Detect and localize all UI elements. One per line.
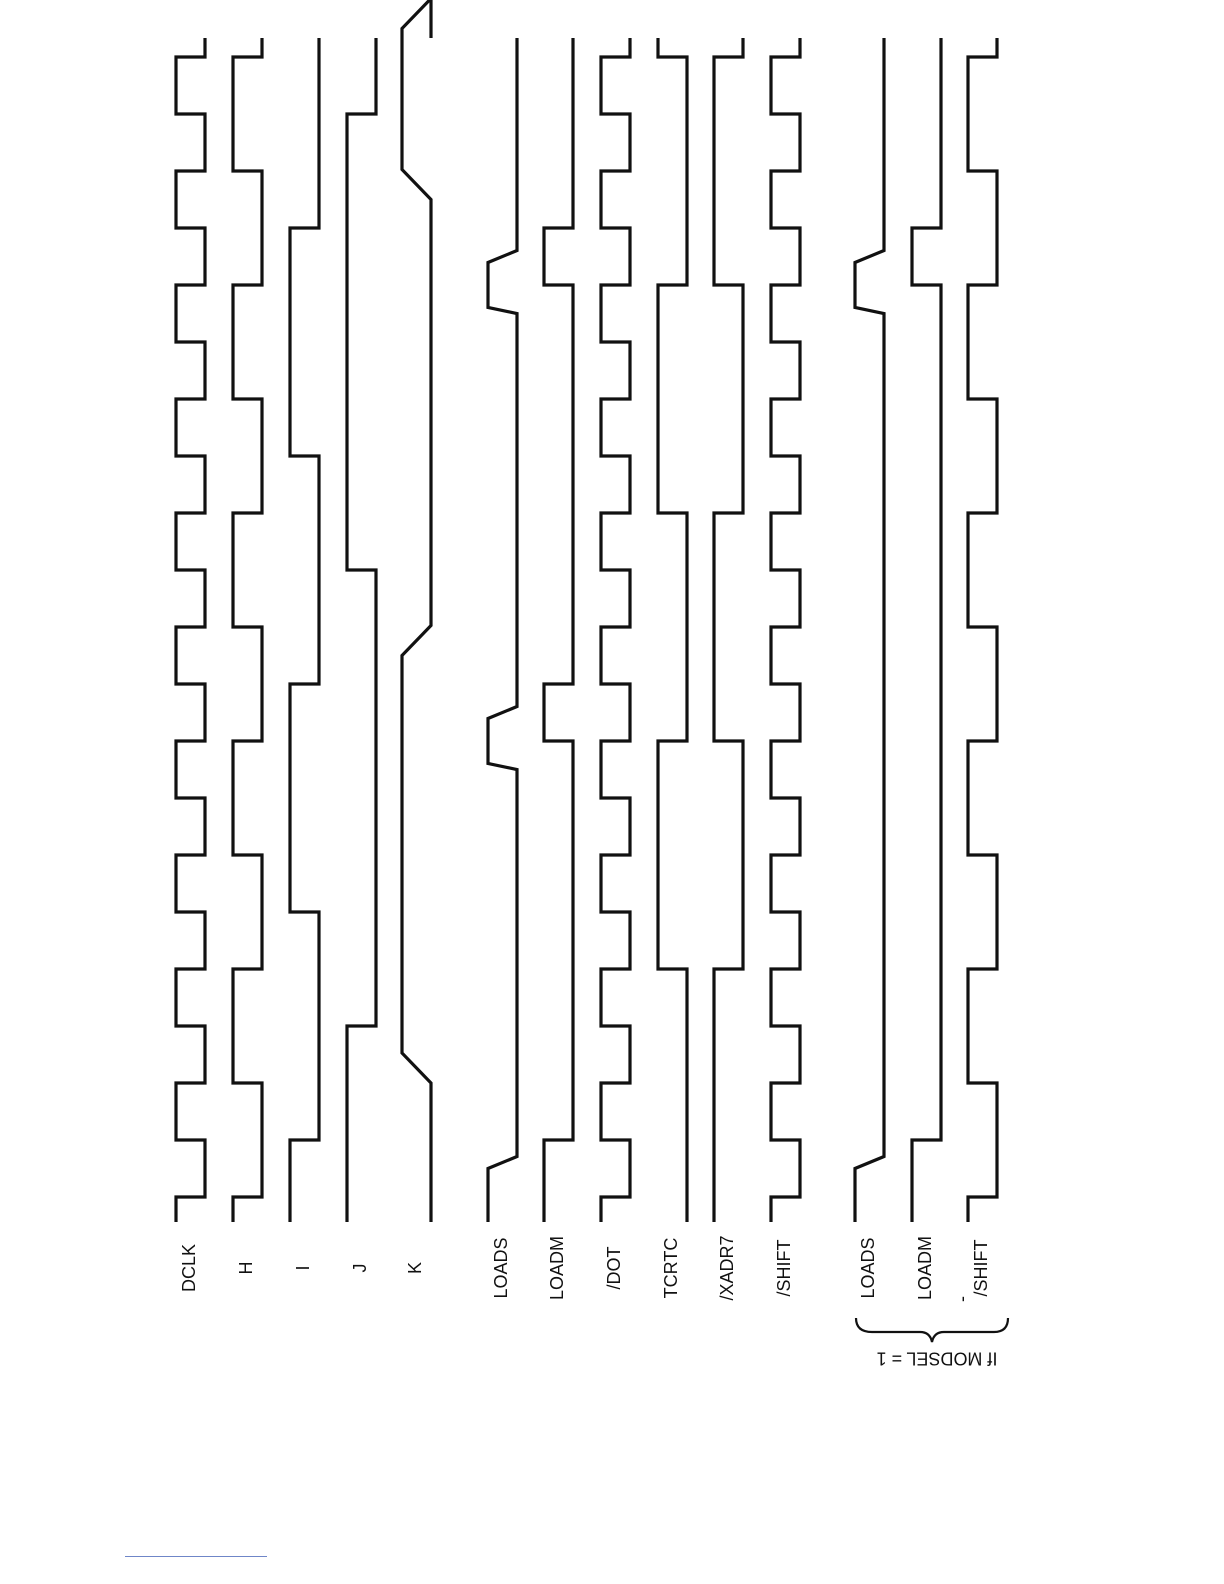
trace-loads bbox=[488, 38, 517, 1222]
label-shift-modsel: /SHIFT bbox=[970, 1239, 991, 1297]
modsel-brace bbox=[856, 1318, 1008, 1342]
label-xadr7: /XADR7 bbox=[716, 1235, 737, 1301]
label-tcrtc: TCRTC bbox=[660, 1237, 681, 1299]
label-dclk: DCLK bbox=[178, 1243, 199, 1293]
trace-i bbox=[290, 38, 319, 1222]
trace-dclk bbox=[176, 38, 205, 1222]
label-k: K bbox=[404, 1261, 425, 1275]
signal-labels bbox=[179, 1235, 991, 1300]
trace-j bbox=[347, 38, 376, 1222]
label-j: J bbox=[349, 1263, 370, 1273]
label-loads-modsel: LOADS bbox=[857, 1237, 878, 1299]
trace-shift-modsel bbox=[968, 38, 997, 1222]
footer-rule bbox=[125, 1556, 267, 1557]
trace-tcrtc bbox=[658, 38, 687, 1222]
signal-traces bbox=[176, 0, 997, 1222]
modsel-group bbox=[856, 1296, 1008, 1368]
trace-dot bbox=[601, 38, 630, 1222]
label-loadm-modsel: LOADM bbox=[914, 1235, 935, 1301]
trace-h bbox=[233, 38, 262, 1222]
label-dot: /DOT bbox=[603, 1246, 624, 1290]
label-loads: LOADS bbox=[490, 1237, 511, 1299]
trace-loadm bbox=[544, 38, 573, 1222]
label-h: H bbox=[235, 1261, 256, 1275]
trace-loadm-modsel bbox=[912, 38, 941, 1222]
label-i: I bbox=[292, 1265, 313, 1271]
trace-loads-modsel bbox=[855, 38, 884, 1222]
trace-k bbox=[402, 0, 431, 1222]
label-loadm: LOADM bbox=[546, 1235, 567, 1301]
modsel-note-mark: - bbox=[951, 1296, 972, 1302]
modsel-label: If MODSEL = 1 bbox=[876, 1348, 998, 1369]
trace-shift bbox=[771, 38, 800, 1222]
label-shift: /SHIFT bbox=[773, 1239, 794, 1297]
trace-xadr7 bbox=[714, 38, 743, 1222]
